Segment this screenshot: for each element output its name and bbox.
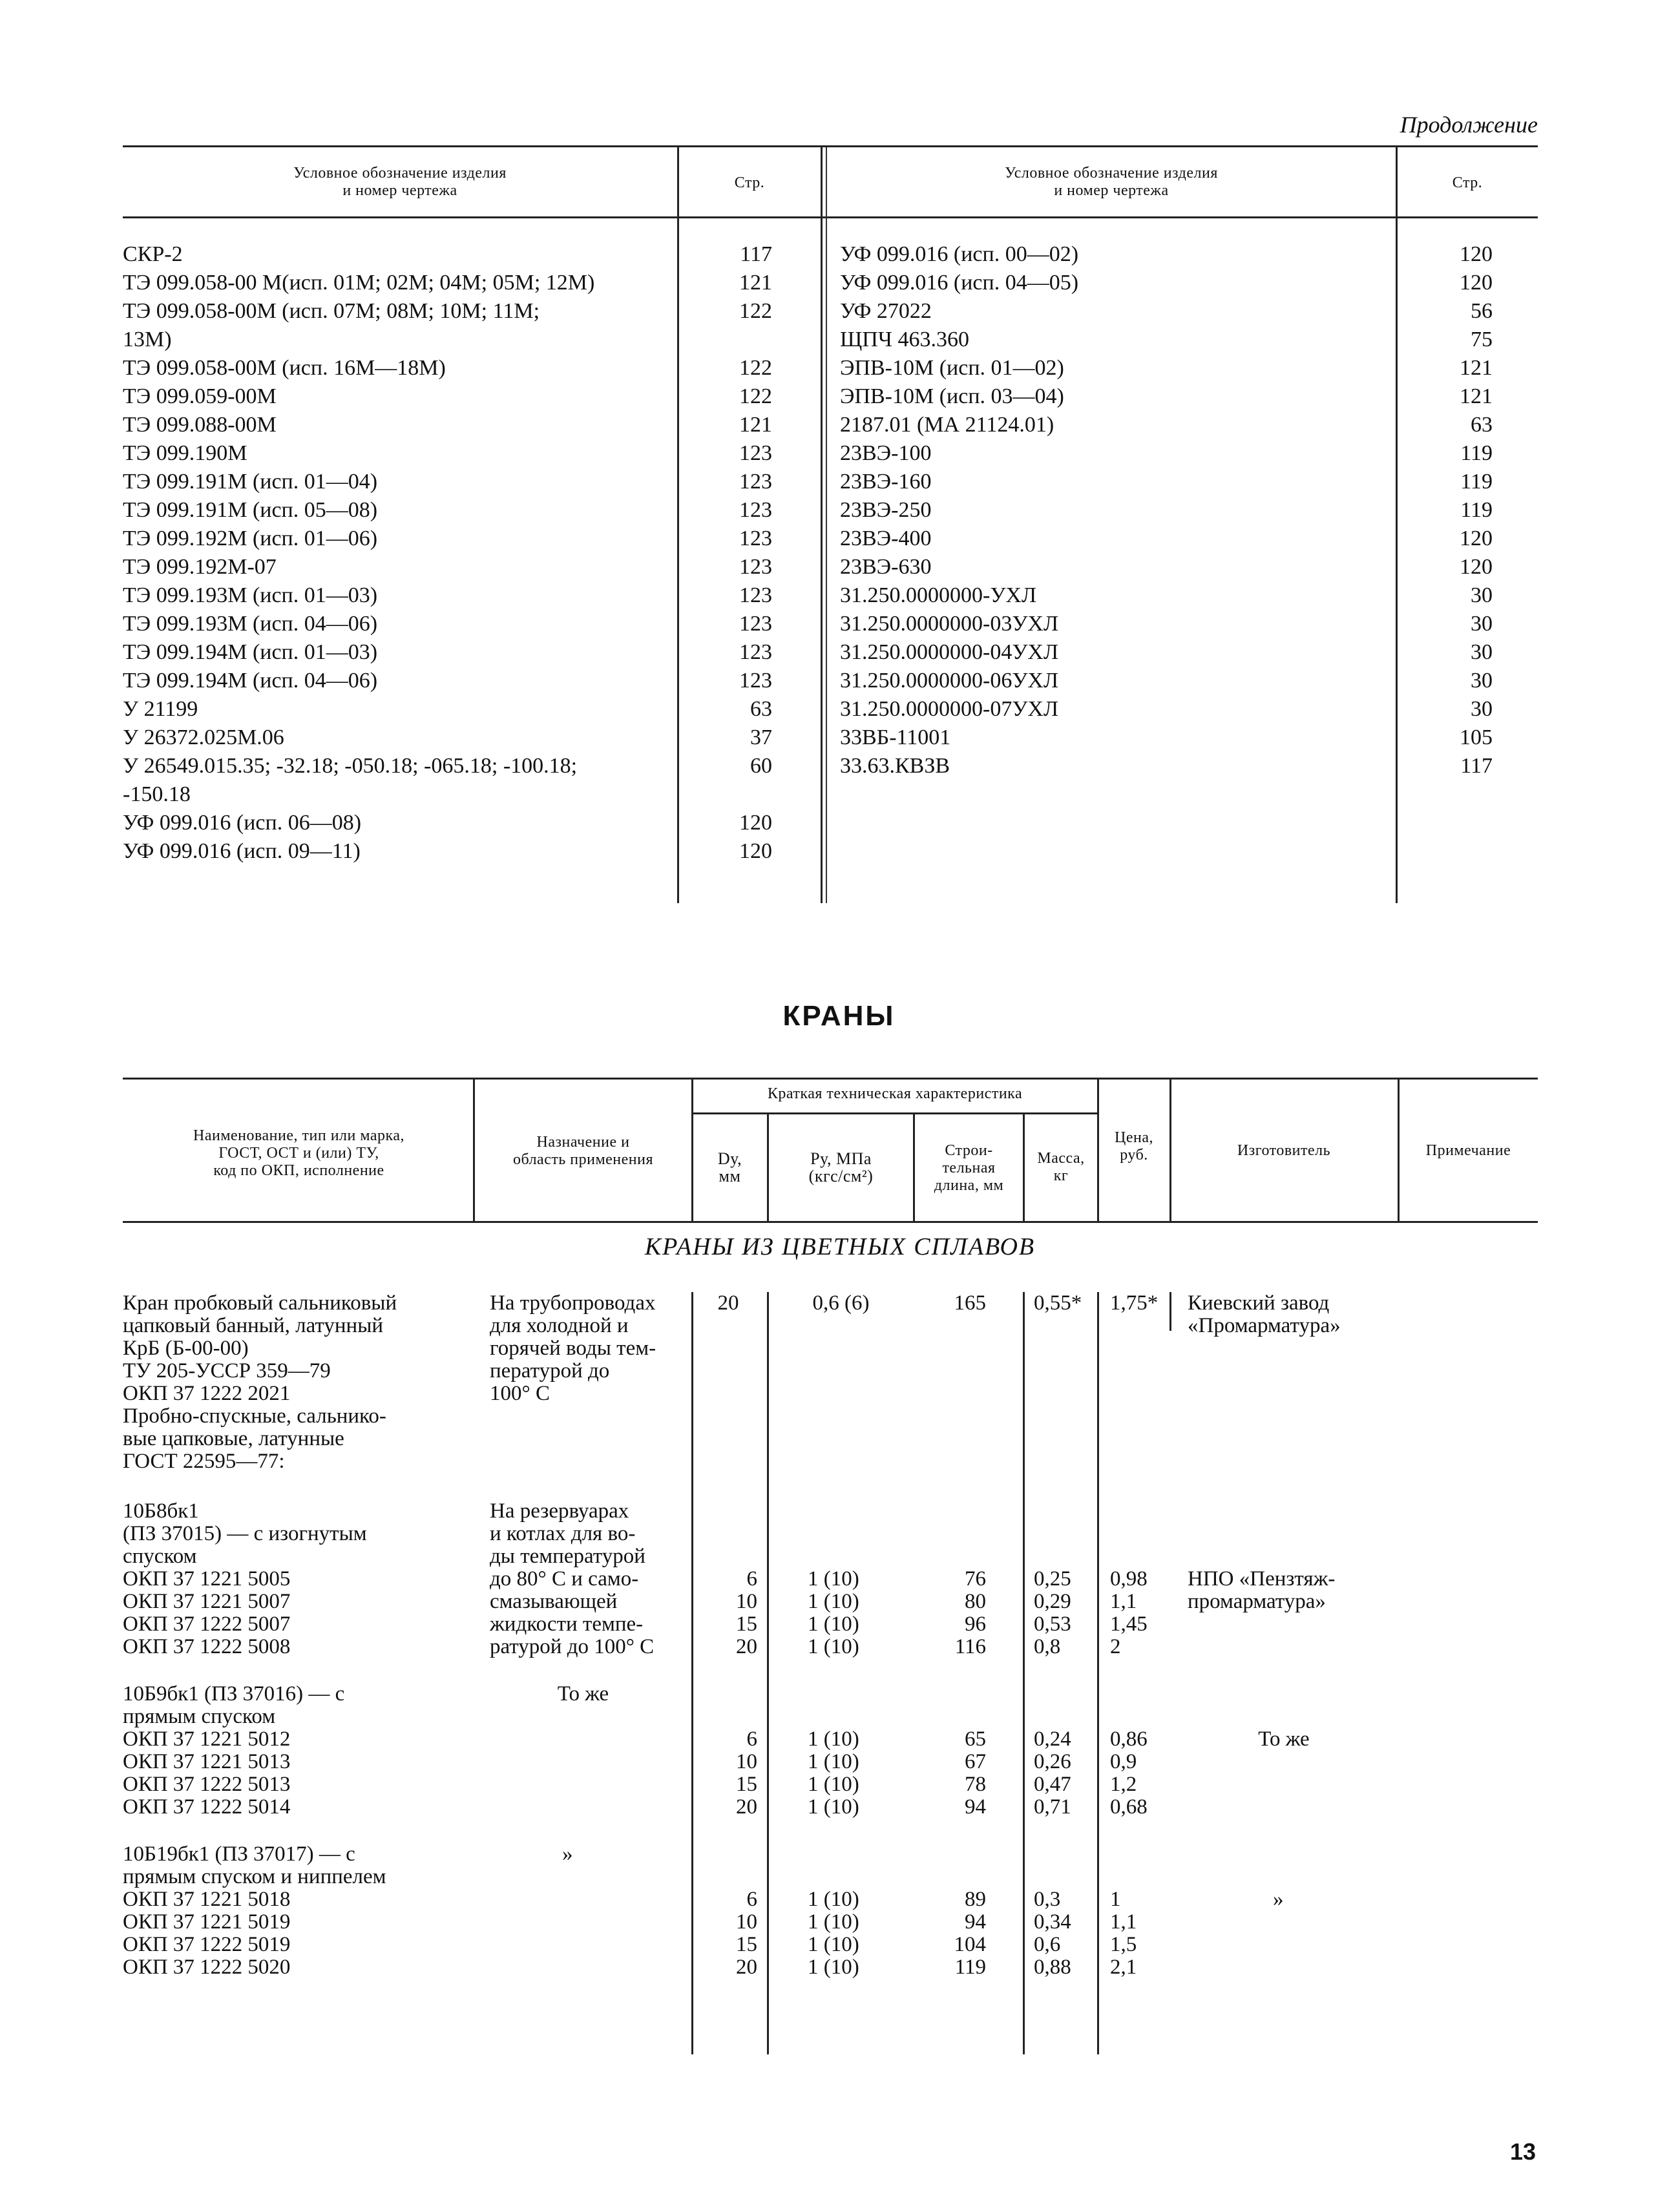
valve-price: 1,75* [1110,1291,1159,1315]
index-header-left-page: Стр. [734,174,765,191]
index-entry-name: 31.250.0000000-04УХЛ [840,640,1059,664]
valve-purpose: » [562,1842,573,1866]
index-divider-2b [826,147,827,903]
index-entry-page: 123 [739,470,772,494]
index-entry-name: УФ 099.016 (исп. 06—08) [123,811,362,835]
col-header-dy: Dу, мм [717,1149,742,1185]
index-entry-page: 121 [739,413,772,437]
index-entry-name: ТЭ 099.193М (исп. 04—06) [123,612,378,636]
index-entry-name: ТЭ 099.058-00 М(исп. 01М; 02М; 04М; 05М; 12М) [123,271,595,295]
index-entry-name: ЭПВ-10М (исп. 03—04) [840,384,1064,408]
valve-py: 1 (10) 1 (10) 1 (10) 1 (10) [808,1727,859,1819]
index-entry-page: 105 [1460,725,1493,749]
index-entry-name: 31.250.0000000-03УХЛ [840,612,1059,636]
subsection-title: КРАНЫ ИЗ ЦВЕТНЫХ СПЛАВОВ [644,1233,1036,1260]
index-entry-name: ТЭ 099.058-00М (исп. 07М; 08М; 10М; 11М; [123,299,540,323]
index-entry-name: ЩПЧ 463.360 [840,328,969,351]
index-entry-name: 33.63.КВЗВ [840,754,950,778]
index-entry-name: ТЭ 099.191М (исп. 01—04) [123,470,378,494]
index-entry-page: 119 [1460,441,1493,465]
index-entry-page: 123 [739,555,772,579]
valve-py: 1 (10) 1 (10) 1 (10) 1 (10) [808,1888,859,1979]
index-header-right-designation: Условное обозначение изделия и номер чертежа [1005,165,1218,199]
valve-dy: 6 10 15 20 [736,1727,757,1819]
col-header-maker: Изготовитель [1237,1142,1331,1159]
index-entry-page: 117 [1460,754,1493,778]
index-entry-page: 120 [739,811,772,835]
index-entry-page: 123 [739,498,772,522]
index-entry-page: 123 [739,669,772,693]
index-entry-page: 120 [1460,555,1493,579]
body-div-2 [767,1292,769,2054]
valve-length: 165 [954,1291,986,1315]
index-entry-page: 119 [1460,470,1493,494]
index-divider-3 [1396,147,1398,903]
index-header-left-designation: Условное обозначение изделия и номер чертежа [293,165,507,199]
index-entry-page: 122 [739,384,772,408]
index-entry-name: 23ВЭ-100 [840,441,932,465]
index-entry-name: 23ВЭ-400 [840,527,932,550]
col-header-purpose: Назначение и область применения [512,1134,654,1168]
valve-maker: » [1273,1888,1284,1911]
col-header-note: Примечание [1425,1142,1511,1159]
index-entry-page: 121 [1460,384,1493,408]
index-entry-name: 31.250.0000000-УХЛ [840,583,1037,607]
index-entry-page: 30 [1471,612,1493,636]
index-entry-name: ТЭ 099.193М (исп. 01—03) [123,583,378,607]
index-entry-name: УФ 27022 [840,299,932,323]
index-entry-name: УФ 099.016 (исп. 00—02) [840,242,1079,266]
index-entry-name: 23ВЭ-630 [840,555,932,579]
index-entry-name: -150.18 [123,782,191,806]
valve-purpose: На резервуарах и котлах для во- ды температурой до 80° С и само- смазывающей жидкости темпе- ратурой до 100° С [490,1499,655,1658]
index-entry-page: 123 [739,612,772,636]
index-entry-page: 30 [1471,640,1493,664]
page-number: 13 [1509,2138,1536,2165]
index-entry-page: 75 [1471,328,1493,351]
index-entry-name: 31.250.0000000-07УХЛ [840,697,1059,721]
valve-mass: 0,3 0,34 0,6 0,88 [1034,1888,1071,1979]
index-entry-page: 122 [739,299,772,323]
index-entry-name: 13М) [123,328,172,351]
valve-purpose: На трубопроводах для холодной и горячей воды тем- пературой до 100° С [490,1291,656,1405]
index-entry-name: 2187.01 (МА 21124.01) [840,413,1054,437]
valve-mass: 0,24 0,26 0,47 0,71 [1034,1727,1071,1819]
valve-length: 65 67 78 94 [965,1727,986,1819]
valves-top-rule [123,1078,1538,1080]
valve-length: 76 80 96 116 [954,1567,986,1658]
index-entry-page [678,326,772,354]
index-entry-page: 122 [739,356,772,380]
index-entry-page: 37 [750,725,772,749]
index-divider-2 [821,147,823,903]
index-header-rule [123,216,1538,218]
index-entry-page: 30 [1471,583,1493,607]
index-entry-name: ТЭ 099.191М (исп. 05—08) [123,498,378,522]
index-entry-name: ТЭ 099.190М [123,441,247,465]
valve-mass: 0,55* [1034,1291,1082,1315]
valve-maker: НПО «Пензтяж- промарматура» [1188,1567,1336,1613]
valve-purpose: То же [557,1682,609,1706]
valve-py: 0,6 (6) [812,1291,870,1315]
valve-name: Кран пробковый сальниковый цапковый банный, латунный КрБ (Б-00-00) ТУ 205-УССР 359—79 ОКП 37 1222 2021 Пробно-спускные, сальнико- вые цапковые, латунные ГОСТ 22595—77: [123,1291,397,1473]
index-entry-name: 31.250.0000000-06УХЛ [840,669,1059,693]
valve-name: 10Б8бк1 (ПЗ 37015) — с изогнутым спуском ОКП 37 1221 5005 ОКП 37 1221 5007 ОКП 37 1222 5007 ОКП 37 1222 5008 [123,1499,367,1658]
valve-maker: То же [1258,1727,1310,1751]
col-header-py: Pу, МПа (кгс/см²) [808,1149,874,1185]
body-div-4 [1097,1292,1099,2054]
index-entry-page: 121 [1460,356,1493,380]
index-entry-page [678,780,772,809]
index-entry-name: 23ВЭ-250 [840,498,932,522]
index-entry-page: 123 [739,527,772,550]
valve-py: 1 (10) 1 (10) 1 (10) 1 (10) [808,1567,859,1658]
tech-group-rule [693,1112,1098,1114]
index-entry-name: ТЭ 099.192М-07 [123,555,277,579]
valve-dy: 6 10 15 20 [736,1567,757,1658]
body-div-5 [1169,1292,1171,1331]
index-entry-page: 56 [1471,299,1493,323]
index-entry-page: 119 [1460,498,1493,522]
index-entry-page: 117 [740,242,772,266]
valve-name: 10Б9бк1 (ПЗ 37016) — с прямым спуском ОКП 37 1221 5012 ОКП 37 1221 5013 ОКП 37 1222 5013 ОКП 37 1222 5014 [123,1682,345,1819]
index-entry-name: 23ВЭ-160 [840,470,932,494]
index-entry-page: 120 [1460,242,1493,266]
valve-name: 10Б19бк1 (ПЗ 37017) — с прямым спуском и ниппелем ОКП 37 1221 5018 ОКП 37 1221 5019 ОКП 37 1222 5019 ОКП 37 1222 5020 [123,1842,386,1979]
index-entry-name: 33ВБ-11001 [840,725,951,749]
index-entry-page: 30 [1471,697,1493,721]
index-entry-name: ТЭ 099.088-00М [123,413,277,437]
index-entry-page: 123 [739,640,772,664]
index-entry-page: 123 [739,441,772,465]
index-entry-name: У 26372.025М.06 [123,725,284,749]
index-entry-name: ТЭ 099.058-00М (исп. 16М—18М) [123,356,446,380]
valve-price: 1 1,1 1,5 2,1 [1110,1888,1137,1979]
index-entry-page: 120 [1460,527,1493,550]
index-header-right-page: Стр. [1452,174,1483,191]
index-entry-page: 60 [750,754,772,778]
index-entry-page: 123 [739,583,772,607]
index-entry-page: 30 [1471,669,1493,693]
col-header-mass: Масса, кг [1037,1150,1085,1184]
valves-header-rule [123,1221,1538,1223]
index-entry-name: ТЭ 099.192М (исп. 01—06) [123,527,378,550]
index-entry-name: У 26549.015.35; -32.18; -050.18; -065.18; -100.18; [123,754,578,778]
index-entry-name: УФ 099.016 (исп. 04—05) [840,271,1079,295]
body-div-3 [1023,1292,1025,2054]
valve-mass: 0,25 0,29 0,53 0,8 [1034,1567,1071,1658]
col-header-name: Наименование, тип или марка, ГОСТ, ОСТ и (или) ТУ, код по ОКП, исполнение [193,1127,404,1179]
index-entry-name: ТЭ 099.194М (исп. 04—06) [123,669,378,693]
valve-dy: 6 10 15 20 [736,1888,757,1979]
index-top-rule [123,145,1538,147]
index-entry-page: 63 [1471,413,1493,437]
valve-price: 0,86 0,9 1,2 0,68 [1110,1727,1148,1819]
index-entry-name: СКР-2 [123,242,183,266]
index-entry-page: 120 [739,839,772,863]
valve-maker: Киевский завод «Промарматура» [1188,1291,1341,1337]
index-entry-name: УФ 099.016 (исп. 09—11) [123,839,361,863]
col-header-length: Строи- тельная длина, мм [934,1142,1004,1194]
index-entry-page: 120 [1460,271,1493,295]
index-entry-name: ЭПВ-10М (исп. 01—02) [840,356,1064,380]
index-entry-page: 63 [750,697,772,721]
valve-dy: 20 [717,1291,739,1315]
index-entry-name: ТЭ 099.194М (исп. 01—03) [123,640,378,664]
valve-price: 0,98 1,1 1,45 2 [1110,1567,1148,1658]
valve-length: 89 94 104 119 [954,1888,986,1979]
index-entry-name: У 21199 [123,697,198,721]
col-header-price: Цена, руб. [1115,1129,1153,1163]
index-entry-page: 121 [739,271,772,295]
col-header-tech-group: Краткая техническая характеристика [767,1085,1023,1102]
continuation-label: Продолжение [1400,112,1538,138]
index-entry-name: ТЭ 099.059-00М [123,384,277,408]
section-title: КРАНЫ [782,1000,896,1032]
